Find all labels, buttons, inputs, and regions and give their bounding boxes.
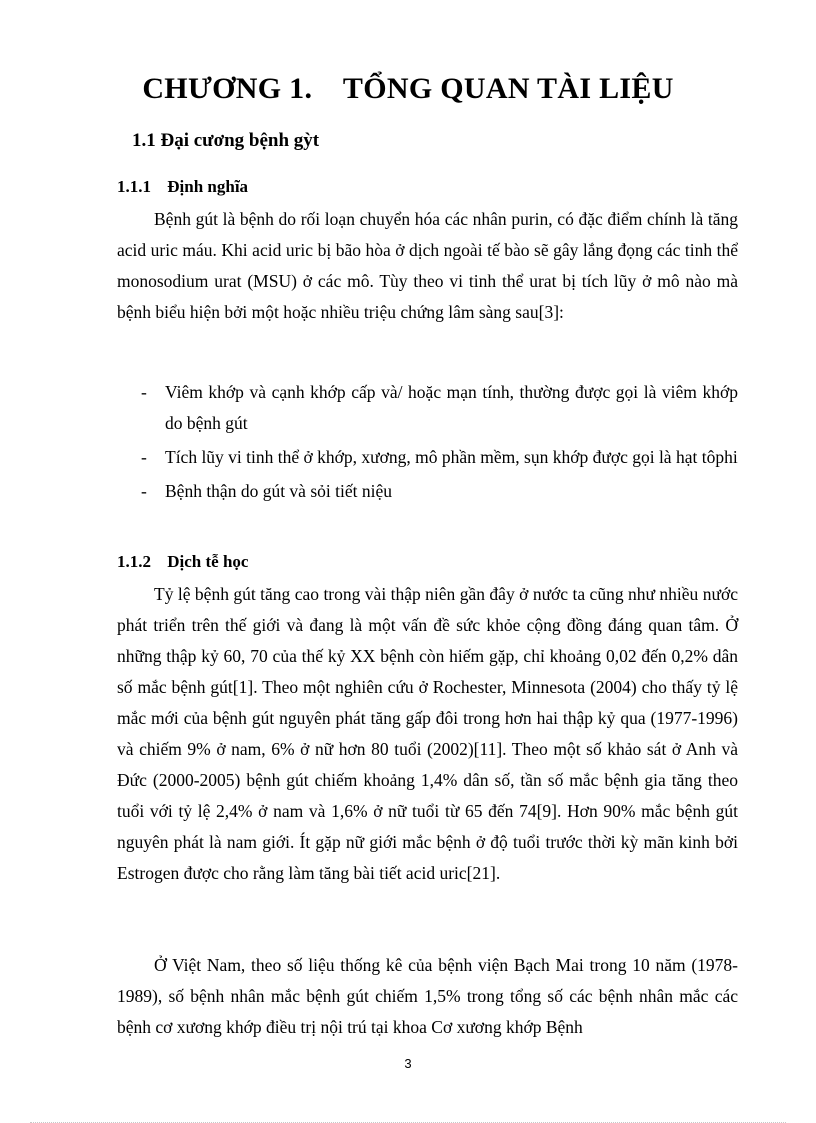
subsection-title: Dịch tễ học	[167, 552, 249, 571]
epidemiology-paragraph-2: Ở Việt Nam, theo số liệu thống kê của bệnh viện Bạch Mai trong 10 năm (1978-1989), số bệnh nhân mắc bệnh gút chiếm 1,5% trong tổng số các bệnh nhân mắc các bệnh cơ xương khớp điều trị nội trú tại khoa Cơ xương khớp Bệnh	[117, 955, 738, 1037]
chapter-title: CHƯƠNG 1. TỔNG QUAN TÀI LIỆU	[142, 72, 674, 105]
definition-paragraph: Bệnh gút là bệnh do rối loạn chuyển hóa các nhân purin, có đặc điểm chính là tăng acid uric máu. Khi acid uric bị bão hòa ở dịch ngoài tế bào sẽ gây lắng đọng các tinh thể monosodium urat (MSU) ở các mô. Tùy theo vi tinh thể urat bị tích lũy ở mô nào mà bệnh biểu hiện bởi một hoặc nhiều triệu chứng lâm sàng sau[3]:	[117, 209, 738, 322]
page-number: 3	[404, 1056, 412, 1071]
symptom-list	[117, 377, 738, 510]
list-item: - Viêm khớp và cạnh khớp cấp và/ hoặc mạn tính, thường được gọi là viêm khớp do bệnh gút	[141, 382, 738, 433]
subsection-heading-definition	[117, 177, 248, 197]
list-item: - Bệnh thận do gút và sỏi tiết niệu	[141, 481, 392, 501]
list-item-text: Bệnh thận do gút và sỏi tiết niệu	[165, 481, 392, 501]
list-item-text: Tích lũy vi tinh thể ở khớp, xương, mô phần mềm, sụn khớp được gọi là hạt tôphi	[165, 447, 738, 467]
subsection-number: 1.1.1	[117, 177, 151, 196]
subsection-number: 1.1.2	[117, 552, 151, 571]
list-item: - Tích lũy vi tinh thể ở khớp, xương, mô phần mềm, sụn khớp được gọi là hạt tôphi	[141, 447, 738, 467]
epidemiology-paragraph-1: Tỷ lệ bệnh gút tăng cao trong vài thập niên gần đây ở nước ta cũng như nhiều nước phát triển trên thế giới và đang là một vấn đề sức khỏe cộng đồng đáng quan tâm. Ở những thập kỷ 60, 70 của thế kỷ XX bệnh còn hiếm gặp, chỉ khoảng 0,02 đến 0,2% dân số mắc bệnh gút[1]. Theo một nghiên cứu ở Rochester, Minnesota (2004) cho thấy tỷ lệ mắc mới của bệnh gút nguyên phát tăng gấp đôi trong hơn hai thập kỷ qua (1977-1996) và chiếm 9% ở nam, 6% ở nữ hơn 80 tuổi (2002)[11]. Theo một số khảo sát ở Anh và Đức (2000-2005) bệnh gút chiếm khoảng 1,4% dân số, tần số mắc bệnh gia tăng theo tuổi với tỷ lệ 2,4% ở nam và 1,6% ở nữ tuổi từ 65 đến 74[9]. Hơn 90% mắc bệnh gút nguyên phát là nam giới. Ít gặp nữ giới mắc bệnh ở độ tuổi trước thời kỳ mãn kinh bởi Estrogen được cho rằng làm tăng bài tiết acid uric[21].	[117, 584, 738, 883]
subsection-title: Định nghĩa	[167, 177, 249, 196]
subsection-heading-epidemiology	[117, 552, 248, 572]
list-item-text: Viêm khớp và cạnh khớp cấp và/ hoặc mạn tính, thường được gọi là viêm khớp do bệnh gút	[165, 382, 738, 433]
section-title: 1.1 Đại cương bệnh gỳt	[132, 130, 320, 151]
